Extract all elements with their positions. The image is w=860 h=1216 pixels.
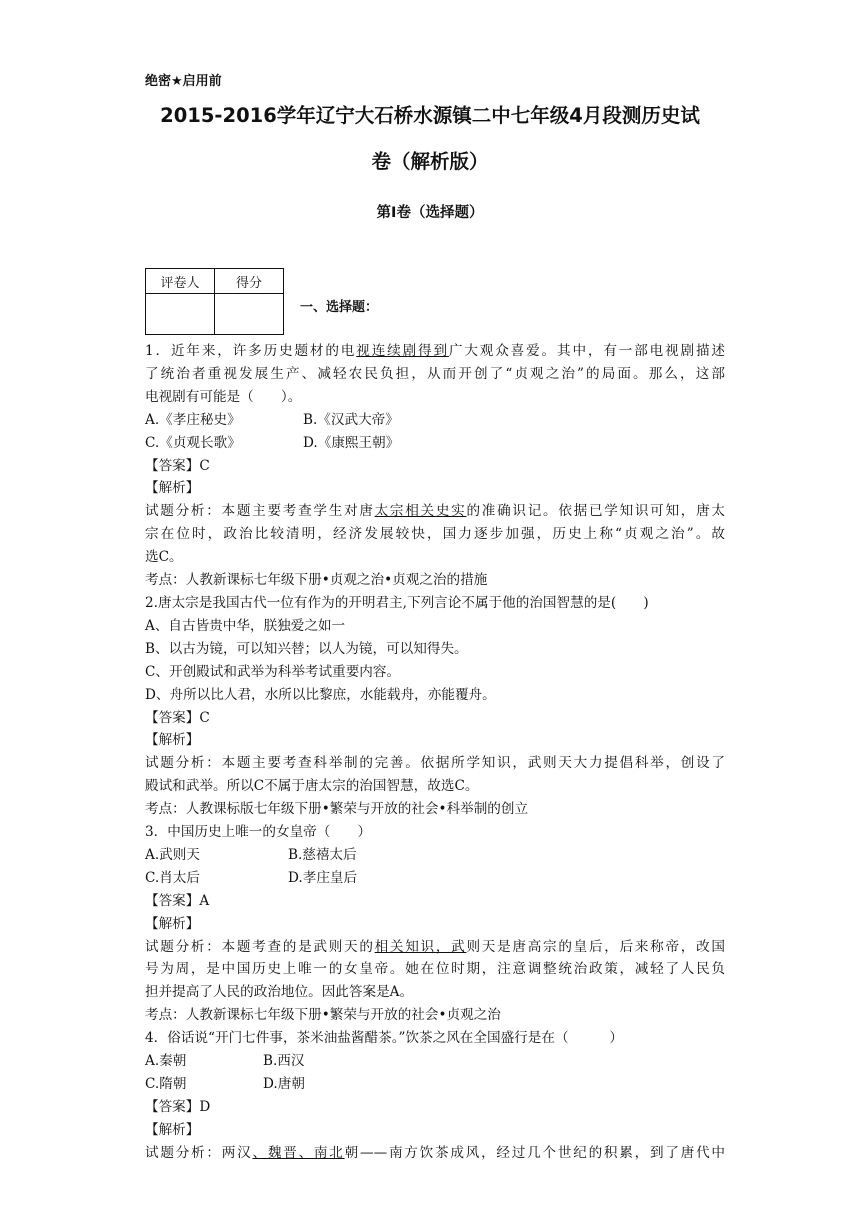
q1-options-row1 bbox=[145, 409, 725, 432]
q1-answer: 【答案】C bbox=[145, 457, 210, 474]
q3-analysis-line2: 号为周，是中国历史上唯一的女皇帝。她在位时期，注意调整统治政策，减轻了人民负 bbox=[145, 961, 725, 978]
q4-options-row2 bbox=[145, 1073, 725, 1096]
q3-analysis-line1: 试题分析：本题考查的是武则天的相关知识，武则天是唐高宗的皇后，后来称帝，改国 bbox=[145, 938, 726, 955]
q4-answer: 【答案】D bbox=[145, 1098, 211, 1115]
exam-title-cont: 卷（解析版） bbox=[371, 150, 489, 173]
grader-cell[interactable] bbox=[146, 294, 215, 335]
q3-line1: 3．中国历史上唯一的女皇帝（ ） bbox=[145, 824, 372, 841]
q1-line2: 了统治者重视发展生产、减轻农民负担，从而开创了“贞观之治”的局面。那么，这部 bbox=[145, 365, 725, 382]
exam-title: 2015-2016学年辽宁大石桥水源镇二中七年级4月段测历史试 bbox=[160, 104, 700, 127]
q4-option-a: A.秦朝 bbox=[145, 1053, 187, 1070]
q2-option-d: D、舟所以比人君，水所以比黎庶，水能载舟，亦能覆舟。 bbox=[145, 686, 496, 703]
q1-option-c: C.《贞观长歌》 bbox=[145, 434, 241, 451]
question-type: 一、选择题： bbox=[300, 300, 379, 315]
q1-option-d: D.《康熙王朝》 bbox=[303, 434, 400, 451]
q2-point: 考点：人教课标版七年级下册•繁荣与开放的社会•科举制的创立 bbox=[145, 801, 529, 818]
q2-line1: 2.唐太宗是我国古代一位有作为的开明君主,下列言论不属于他的治国智慧的是( ) bbox=[145, 594, 649, 611]
q4-analysis-line1: 试题分析：两汉、魏晋、南北朝——南方饮茶成风，经过几个世纪的积累，到了唐代中 bbox=[145, 1144, 726, 1161]
score-cell[interactable] bbox=[215, 294, 284, 335]
q1-line1: 1．近年来，许多历史题材的电视连续剧得到广大观众喜爱。其中，有一部电视剧描述 bbox=[145, 343, 726, 359]
q3-option-c: C.肖太后 bbox=[145, 869, 201, 886]
q1-analysis-line1: 试题分析：本题主要考查学生对唐太宗相关史实的准确识记。依据已学知识可知，唐太 bbox=[145, 503, 726, 520]
q4-option-b: B.西汉 bbox=[263, 1053, 305, 1070]
q1-options-row2 bbox=[145, 432, 725, 455]
q2-answer: 【答案】C bbox=[145, 709, 210, 726]
q3-analysis-label: 【解析】 bbox=[145, 915, 200, 932]
q1-option-b: B.《汉武大帝》 bbox=[303, 411, 399, 428]
q3-point: 考点：人教新课标七年级下册•繁荣与开放的社会•贞观之治 bbox=[145, 1007, 501, 1024]
secret-label: 绝密★启用前 bbox=[145, 74, 222, 89]
q2-analysis-line2: 殿试和武举。所以C不属于唐太宗的治国智慧，故选C。 bbox=[145, 778, 479, 795]
q3-option-d: D.孝庄皇后 bbox=[288, 869, 358, 886]
grader-header: 评卷人 bbox=[146, 269, 215, 294]
q1-analysis-line3: 选C。 bbox=[145, 549, 183, 566]
q2-analysis-label: 【解析】 bbox=[145, 732, 200, 749]
q4-options-row1 bbox=[145, 1050, 725, 1073]
score-table bbox=[145, 268, 284, 335]
q3-option-a: A.武则天 bbox=[145, 846, 200, 863]
section-title: 第I卷（选择题） bbox=[376, 205, 484, 221]
q2-option-c: C、开创殿试和武举为科举考试重要内容。 bbox=[145, 663, 401, 680]
score-header: 得分 bbox=[215, 269, 284, 294]
q2-option-a: A、自古皆贵中华，朕独爱之如一 bbox=[145, 617, 346, 634]
questions-body bbox=[145, 340, 725, 1165]
q4-option-c: C.隋朝 bbox=[145, 1076, 187, 1092]
q4-line1: 4．俗话说“开门七件事，茶米油盐酱醋茶。”饮茶之风在全国盛行是在（ ） bbox=[145, 1030, 623, 1047]
q3-analysis-line3: 担并提高了人民的政治地位。因此答案是A。 bbox=[145, 984, 414, 1001]
q2-analysis-line1: 试题分析：本题主要考查科举制的完善。依据所学知识，武则天大力提倡科举，创设了 bbox=[145, 755, 725, 772]
q1-line3: 电视剧有可能是（ ）。 bbox=[145, 388, 302, 405]
q4-analysis-label: 【解析】 bbox=[145, 1121, 200, 1138]
q4-option-d: D.唐朝 bbox=[263, 1076, 305, 1092]
q3-option-b: B.慈禧太后 bbox=[288, 846, 357, 863]
q1-option-a: A.《孝庄秘史》 bbox=[145, 411, 241, 428]
q2-option-b: B、以古为镜，可以知兴替；以人为镜，可以知得失。 bbox=[145, 640, 468, 657]
q1-analysis-line2: 宗在位时，政治比较清明，经济发展较快，国力逐步加强，历史上称“贞观之治”。故 bbox=[145, 526, 725, 543]
q3-options-row1 bbox=[145, 844, 725, 867]
q3-options-row2 bbox=[145, 867, 725, 890]
q1-point: 考点：人教新课标七年级下册•贞观之治•贞观之治的措施 bbox=[145, 572, 488, 589]
q3-answer: 【答案】A bbox=[145, 892, 210, 909]
q1-analysis-label: 【解析】 bbox=[145, 480, 200, 497]
